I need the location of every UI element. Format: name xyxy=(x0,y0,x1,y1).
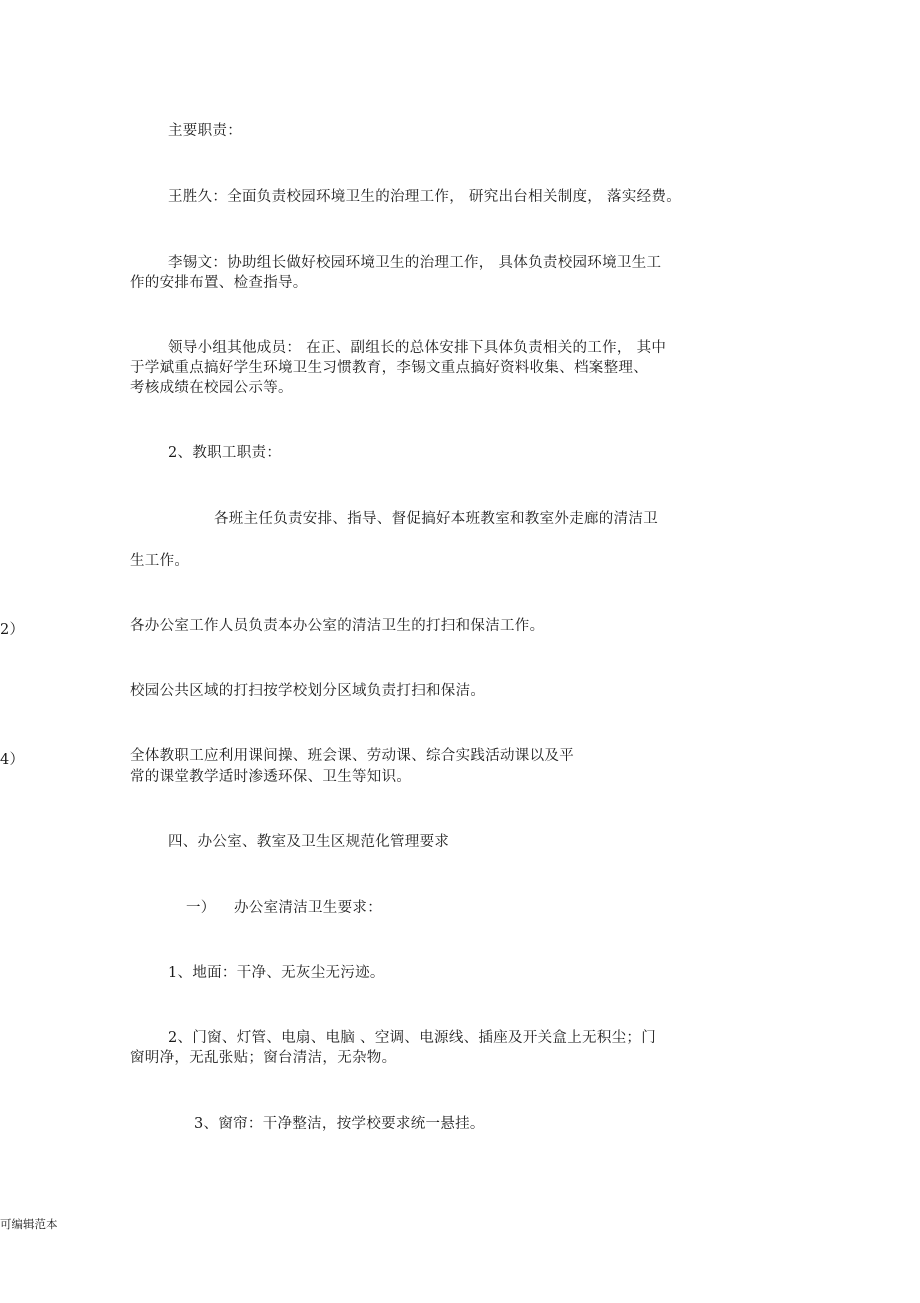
list-marker-4: 4） xyxy=(0,752,25,768)
subsection-marker-1: 一） xyxy=(186,900,216,916)
duty-li-line1: 李锡文：协助组长做好校园环境卫生的治理工作， 具体负责校园环境卫生工 xyxy=(168,255,662,271)
duty-wang: 王胜久：全面负责校园环境卫生的治理工作， 研究出台相关制度， 落实经费。 xyxy=(168,189,682,205)
requirement-3: 3、窗帘：干净整洁，按学校要求统一悬挂。 xyxy=(194,1116,485,1132)
duty-members-line2: 于学斌重点搞好学生环境卫生习惯教育，李锡文重点搞好资料收集、档案整理、 xyxy=(130,360,648,376)
requirement-2-line1: 2、门窗、灯管、电扇、电脑 、空调、电源线、插座及开关盒上无积尘；门 xyxy=(168,1030,657,1046)
duty-members-line3: 考核成绩在校园公示等。 xyxy=(130,380,293,396)
duty-members-line1: 领导小组其他成员： 在正、副组长的总体安排下具体负责相关的工作， 其中 xyxy=(168,340,667,356)
section-heading-4: 四、办公室、教室及卫生区规范化管理要求 xyxy=(168,834,450,850)
footer-label: 可编辑范本 xyxy=(0,1217,58,1231)
duty-li-line2: 作的安排布置、检查指导。 xyxy=(130,275,308,291)
staff-duty-2: 各办公室工作人员负责本办公室的清洁卫生的打扫和保洁工作。 xyxy=(130,618,545,634)
subsection-title-1: 办公室清洁卫生要求： xyxy=(234,900,382,916)
heading-main-duties: 主要职责： xyxy=(168,123,242,139)
requirement-1: 1、地面：干净、无灰尘无污迹。 xyxy=(168,965,385,981)
list-marker-2: 2） xyxy=(0,622,25,638)
staff-duty-4-line1: 全体教职工应利用课间操、班会课、劳动课、综合实践活动课以及平 xyxy=(130,748,574,764)
staff-duty-1-line2: 生工作。 xyxy=(130,553,190,569)
staff-duty-1-line1: 各班主任负责安排、指导、督促搞好本班教室和教室外走廊的清洁卫 xyxy=(214,511,658,527)
staff-duty-4-line2: 常的课堂教学适时渗透环保、卫生等知识。 xyxy=(130,769,412,785)
staff-duty-3: 校园公共区域的打扫按学校划分区域负责打扫和保洁。 xyxy=(130,683,486,699)
requirement-2-line2: 窗明净，无乱张贴；窗台清洁，无杂物。 xyxy=(130,1050,397,1066)
heading-staff-duties: 2、教职工职责： xyxy=(168,445,282,461)
